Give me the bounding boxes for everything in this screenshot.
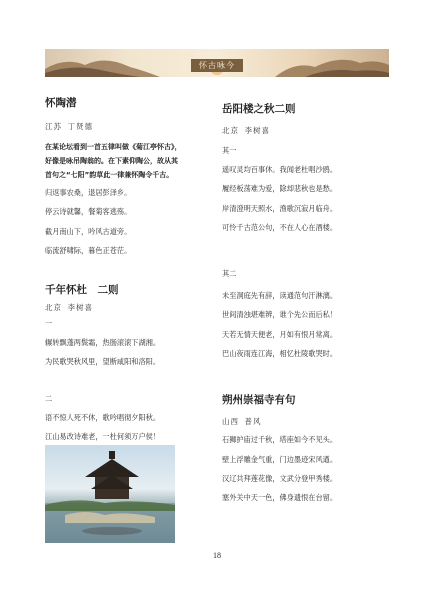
- poem-line: 汉辽共拜莲花像，文武分登甲秀楼。: [222, 473, 338, 483]
- poem-line: 为民歌哭秋风里，望断咸阳和洛阳。: [45, 357, 161, 367]
- left-column: [45, 95, 219, 446]
- poem-line: 履经板荡难为爱，除却悲秋也是愁。: [222, 184, 338, 194]
- poem-line: 巴山夜雨连江海，相忆杜陵歌哭时。: [222, 349, 338, 359]
- poem-line: 石狮护庙过千秋，塔座如今不见头。: [222, 435, 338, 445]
- poem-line: 可怜千古范公句，不在人心在酒楼。: [222, 222, 338, 232]
- poem-line: 岸清澄明天照水，渔歌沉寂月临舟。: [222, 203, 338, 213]
- poem-line: 塞外关中天一色，佛身遗恨在台留。: [222, 493, 338, 503]
- poem-line: 截月南山下，吟风古道旁。: [45, 226, 132, 236]
- poem-part-label: 二: [45, 393, 53, 403]
- poem-title: 千年怀杜 二则: [45, 284, 119, 297]
- poem-line: 临流舒啸际，暮色正苍茫。: [45, 245, 132, 255]
- section-banner: [45, 49, 389, 77]
- poem-line: 壁上浮雕金气重，门边墨迹宋风遒。: [222, 454, 338, 464]
- poem-author: 北京 李树喜: [222, 126, 271, 135]
- poem-line: 归返事农桑，退居彭泽乡。: [45, 188, 132, 197]
- poem-line: 天若无情天便老，月如有恨月常离。: [222, 329, 338, 339]
- poem-line: 遥叹灵均百事休。我闻老杜唱沙鸥。: [222, 165, 338, 174]
- poem-part-label: 其一: [222, 146, 237, 155]
- poem-title: 朔州崇福寺有句: [222, 394, 296, 407]
- pavilion-photo: [45, 445, 175, 543]
- poem-line: 世间清浊堪难辨，谁个先公而后私！: [222, 310, 338, 320]
- poem-author: 北京 李树喜: [45, 303, 94, 313]
- poem-intro-line: 好像是咏吊陶翁的。在下素仰陶公，故从其: [45, 157, 178, 165]
- poem-line: 停云诗就馨，餐菊客逃殇。: [45, 207, 132, 217]
- poem-part-label: 其二: [222, 269, 237, 279]
- poem-title: 怀陶潜: [45, 97, 77, 109]
- poem-line: 语不惊人死不休，歌吟唱彻夕阳秋。: [45, 412, 161, 422]
- poem-title: 岳阳楼之秋二则: [222, 103, 296, 115]
- poem-intro-line: 首句之“七阳”韵草此一律兼怀陶令千古。: [45, 171, 174, 179]
- banner-label: 怀古咏今: [191, 59, 243, 72]
- poem-author: 江苏 丁贤德: [45, 122, 94, 131]
- right-column: [222, 101, 396, 508]
- poem-line: 未至洞庭先有辞，读通范句汗淋漓。: [222, 291, 338, 301]
- poem-intro-line: 在某论坛看到一首五律叫做《菊江亭怀古》，: [45, 143, 182, 151]
- poem-author: 山西 普风: [222, 417, 262, 427]
- poem-line: 辗转飘蓬两鬓霜，热肠滚滚下湖湘。: [45, 338, 161, 348]
- poem-part-label: 一: [45, 319, 53, 329]
- poem-line: 江山易改诗难老，一杜何须万户侯！: [45, 432, 161, 442]
- page-number: 18: [213, 551, 221, 560]
